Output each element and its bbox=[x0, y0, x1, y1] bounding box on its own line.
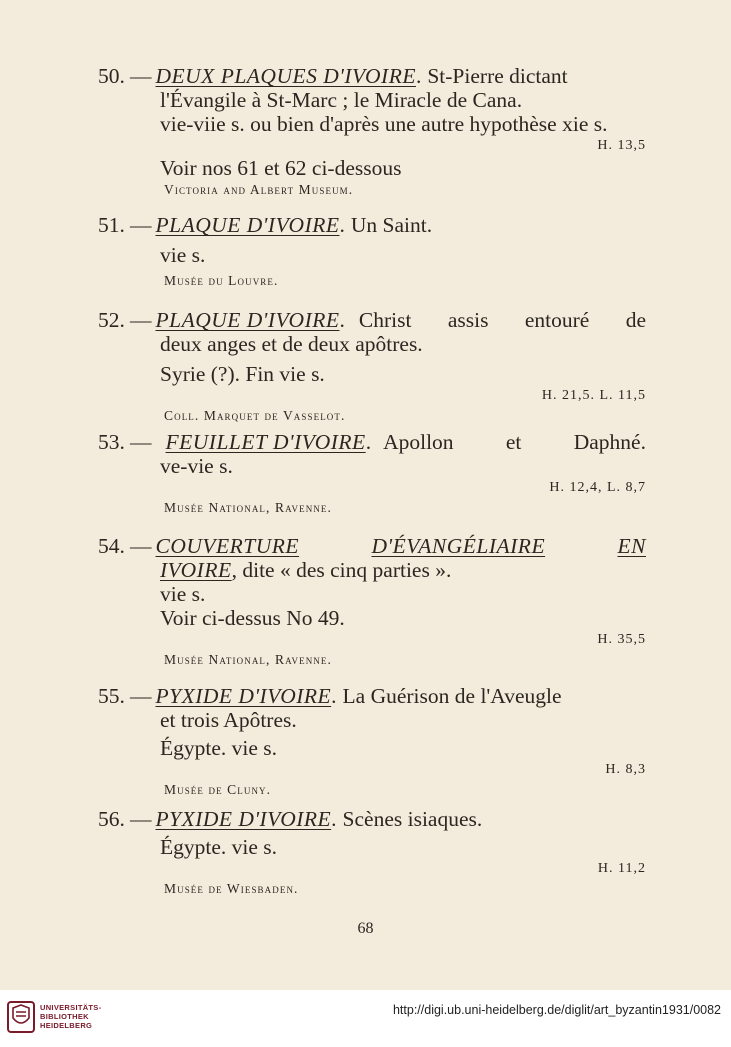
page-number: 68 bbox=[357, 920, 374, 937]
entry-measure: H. 21,5. L. 11,5 bbox=[541, 388, 646, 403]
entry-reference: Voir ci-dessus No 49. bbox=[160, 606, 345, 630]
entry-54 bbox=[98, 534, 646, 670]
entry-title: PYXIDE D'IVOIRE bbox=[155, 684, 332, 708]
entry-date: Syrie (?). Fin vie s. bbox=[160, 362, 325, 386]
entry-date: Égypte. vie s. bbox=[160, 835, 278, 859]
entry-title-continued: IVOIRE bbox=[160, 558, 232, 582]
dash: — bbox=[130, 684, 152, 708]
entry-collection: Musée de Wiesbaden. bbox=[164, 881, 299, 896]
entry-title: PLAQUE D'IVOIRE bbox=[155, 308, 340, 332]
entry-date: Égypte. vie s. bbox=[160, 736, 278, 760]
entry-56: 56. — PYXIDE D'IVOIRE . Scènes isiaques. Égypte. vie s. H. 11,2 Musée de Wiesbaden. bbox=[98, 807, 646, 899]
entry-number: 51. bbox=[98, 213, 125, 237]
entry-number: 52. bbox=[98, 308, 125, 332]
entry-line: l'Évangile à St-Marc ; le Miracle de Cana. bbox=[160, 88, 523, 112]
entry-description: Un Saint. bbox=[350, 213, 433, 237]
entry-date: vie s. bbox=[160, 582, 206, 606]
entry-description: La Guérison de l'Aveugle bbox=[342, 684, 562, 708]
dash: — bbox=[130, 430, 152, 454]
entry-description: Scènes isiaques. bbox=[342, 807, 483, 831]
entry-title: COUVERTURE D'ÉVANGÉLIAIRE EN bbox=[155, 534, 646, 558]
entry-title: DEUX PLAQUES D'IVOIRE bbox=[155, 64, 416, 88]
entry-measure: H. 12,4, L. 8,7 bbox=[549, 480, 646, 495]
footer-bar bbox=[0, 990, 731, 1047]
entry-description: Christ assis entouré de bbox=[358, 308, 646, 332]
entry-collection: Musée du Louvre. bbox=[164, 273, 279, 288]
entry-53: 53. — FEUILLET D'IVOIRE . Apollon et Daphné. ve-vie s. H. 12,4, L. 8,7 Musée National, Ravenne. bbox=[98, 430, 646, 518]
entry-date: vie-viie s. ou bien d'après une autre hypothèse xie s. bbox=[160, 112, 608, 136]
dash: — bbox=[130, 807, 152, 831]
entry-collection: Musée de Cluny. bbox=[164, 782, 272, 797]
entry-collection: Musée National, Ravenne. bbox=[164, 500, 332, 515]
entry-measure: H. 8,3 bbox=[605, 762, 646, 777]
entry-collection: Coll. Marquet de Vasselot. bbox=[164, 408, 346, 423]
entry-description: , dite « des cinq parties ». bbox=[231, 558, 452, 582]
entry-description: St-Pierre dictant bbox=[427, 64, 568, 88]
dash: — bbox=[130, 534, 152, 558]
entry-measure: H. 11,2 bbox=[597, 861, 646, 876]
source-url[interactable]: http://digi.ub.uni-heidelberg.de/diglit/art_byzantin1931/0082 bbox=[392, 1003, 721, 1017]
entry-55: 55. — PYXIDE D'IVOIRE . La Guérison de l'Aveugle et trois Apôtres. Égypte. vie s. H. 8,3 Musée de Cluny. bbox=[98, 684, 646, 800]
entry-number: 55. bbox=[98, 684, 125, 708]
dash: — bbox=[130, 213, 152, 237]
entry-number: 56. bbox=[98, 807, 125, 831]
entry-51: 51. — PLAQUE D'IVOIRE . Un Saint. vie s. Musée du Louvre. bbox=[98, 213, 646, 291]
entry-50: 50. — DEUX PLAQUES D'IVOIRE . St-Pierre dictant l'Évangile à St-Marc ; le Miracle de Cana. vie-viie s. ou bien d'après une autre hypothèse xie s. H. 13,5 Voir nos 61 et 62 ci-dessous Victoria and Albert Museum. bbox=[98, 64, 646, 200]
dash: — bbox=[130, 308, 152, 332]
entry-collection: Victoria and Albert Museum. bbox=[164, 182, 354, 197]
entry-line: deux anges et de deux apôtres. bbox=[160, 332, 423, 356]
entry-date: ve-vie s. bbox=[160, 454, 233, 478]
entry-line: et trois Apôtres. bbox=[160, 708, 297, 732]
entry-reference: Voir nos 61 et 62 ci-dessous bbox=[160, 156, 402, 180]
entry-collection: Musée National, Ravenne. bbox=[164, 652, 332, 667]
entry-number: 54. bbox=[98, 534, 125, 558]
entry-number: 50. bbox=[98, 64, 125, 88]
entry-description: Apollon et Daphné. bbox=[383, 430, 646, 454]
entry-52: 52. — PLAQUE D'IVOIRE . Christ assis entouré de deux anges et de deux apôtres. Syrie (?). Fin vie s. H. 21,5. L. 11,5 Coll. Marquet de Vasselot. bbox=[98, 308, 646, 426]
entry-title: FEUILLET D'IVOIRE bbox=[165, 430, 366, 454]
library-name: UNIVERSITÄTS- BIBLIOTHEK HEIDELBERG bbox=[40, 1003, 102, 1030]
entry-title: PLAQUE D'IVOIRE bbox=[155, 213, 340, 237]
entry-date: vie s. bbox=[160, 243, 206, 267]
entry-number: 53. bbox=[98, 430, 125, 454]
entry-measure: H. 13,5 bbox=[597, 138, 646, 153]
library-seal-icon bbox=[6, 1000, 36, 1034]
dash: — bbox=[130, 64, 152, 88]
entry-measure: H. 35,5 bbox=[597, 632, 646, 647]
entry-title: PYXIDE D'IVOIRE bbox=[155, 807, 332, 831]
